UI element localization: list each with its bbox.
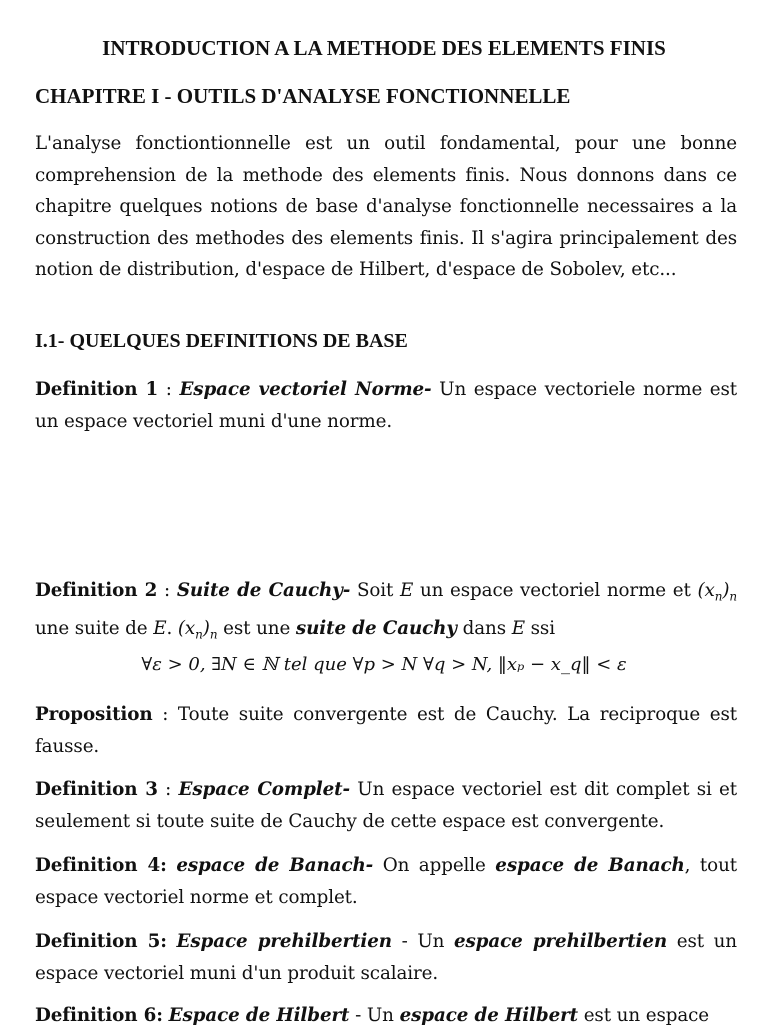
text: - Un — [391, 931, 454, 952]
subscript: n — [729, 589, 738, 604]
math-e: E — [511, 618, 525, 640]
definition-5 — [35, 926, 737, 989]
text: (x — [697, 580, 715, 601]
intro-paragraph: L'analyse fonctiontionnelle est un outil fondamental, pour une bonne comprehension de la methode des elements finis. Nous donnons dans ce chapitre quelques notions de base d'analyse fonctionnelle necessaires a la construction des methodes des elements finis. Il s'agira principalement des notion de distribution, d'espace de Hilbert, d'espace de Sobolev, etc... — [35, 133, 737, 280]
definition-label: Definition 2 — [35, 580, 158, 601]
text: , tout espace vectoriel norme et complet. — [35, 855, 737, 908]
chapter-title: CHAPITRE I - OUTILS D'ANALYSE FONCTIONNELLE — [35, 84, 571, 108]
proposition-label: Proposition — [35, 704, 153, 725]
definition-term: Espace prehilbertien — [176, 931, 392, 952]
definition-label: Definition 4: — [35, 855, 167, 876]
text: - Un — [349, 1005, 400, 1026]
text: . — [166, 618, 178, 640]
definition-term: espace de Hilbert — [399, 1005, 578, 1026]
math-e: E — [400, 580, 414, 601]
colon: : — [158, 379, 180, 400]
text: est une — [217, 618, 296, 640]
definition-term: Espace Complet- — [178, 779, 351, 800]
text: est un espace — [578, 1005, 709, 1026]
section-title: I.1- QUELQUES DEFINITIONS DE BASE — [35, 330, 408, 352]
text: (x — [177, 618, 196, 640]
definition-1 — [35, 374, 737, 437]
colon: : — [157, 580, 177, 601]
definition-term: espace de Banach- — [176, 855, 374, 876]
definition-term: Espace de Hilbert — [168, 1005, 350, 1026]
sequence-symbol — [177, 618, 218, 642]
text: Soit — [350, 580, 401, 601]
cauchy-formula: ∀ε > 0, ∃N ∈ ℕ tel que ∀p > N ∀q > N, ‖xₚ − x_q‖ < ε — [141, 654, 627, 675]
proposition — [35, 699, 737, 762]
subscript: n — [195, 627, 203, 642]
text: On appelle — [373, 855, 496, 876]
definition-6 — [35, 1000, 737, 1032]
sequence-symbol — [697, 580, 738, 604]
document-title: INTRODUCTION A LA METHODE DES ELEMENTS FINIS — [102, 36, 666, 60]
definition-term: suite de Cauchy — [295, 618, 457, 640]
definition-2 — [35, 575, 737, 651]
definition-term: espace prehilbertien — [453, 931, 668, 952]
text: dans — [456, 618, 512, 640]
definition-term: Espace vectoriel Norme- — [179, 379, 432, 400]
subscript: n — [714, 589, 723, 604]
definition-text: Un espace vectoriele norme est un espace vectoriel muni d'une norme. — [35, 379, 738, 432]
definition-label: Definition 1 — [35, 379, 159, 400]
definition-3 — [35, 774, 737, 837]
colon: : — [157, 779, 179, 800]
definition-label: Definition 6: — [35, 1005, 163, 1026]
text: ) — [722, 580, 730, 601]
subscript: n — [209, 627, 218, 642]
definition-label: Definition 3 — [35, 779, 158, 800]
text: ) — [202, 618, 210, 640]
text: un espace vectoriel norme et — [413, 580, 698, 601]
definition-term: espace de Banach — [495, 855, 685, 876]
math-e: E — [153, 618, 167, 640]
text: est un espace vectoriel muni d'un produit scalaire. — [35, 931, 737, 984]
definition-4 — [35, 850, 737, 913]
text: ssi — [524, 618, 555, 640]
proposition-text: Toute suite convergente est de Cauchy. La reciproque est fausse. — [35, 704, 737, 757]
definition-term: Suite de Cauchy- — [176, 580, 351, 601]
colon: : — [152, 704, 178, 725]
definition-text: Un espace vectoriel est dit complet si et seulement si toute suite de Cauchy de cette espace est convergente. — [35, 779, 737, 832]
text: une suite de — [35, 618, 154, 640]
definition-label: Definition 5: — [35, 931, 167, 952]
